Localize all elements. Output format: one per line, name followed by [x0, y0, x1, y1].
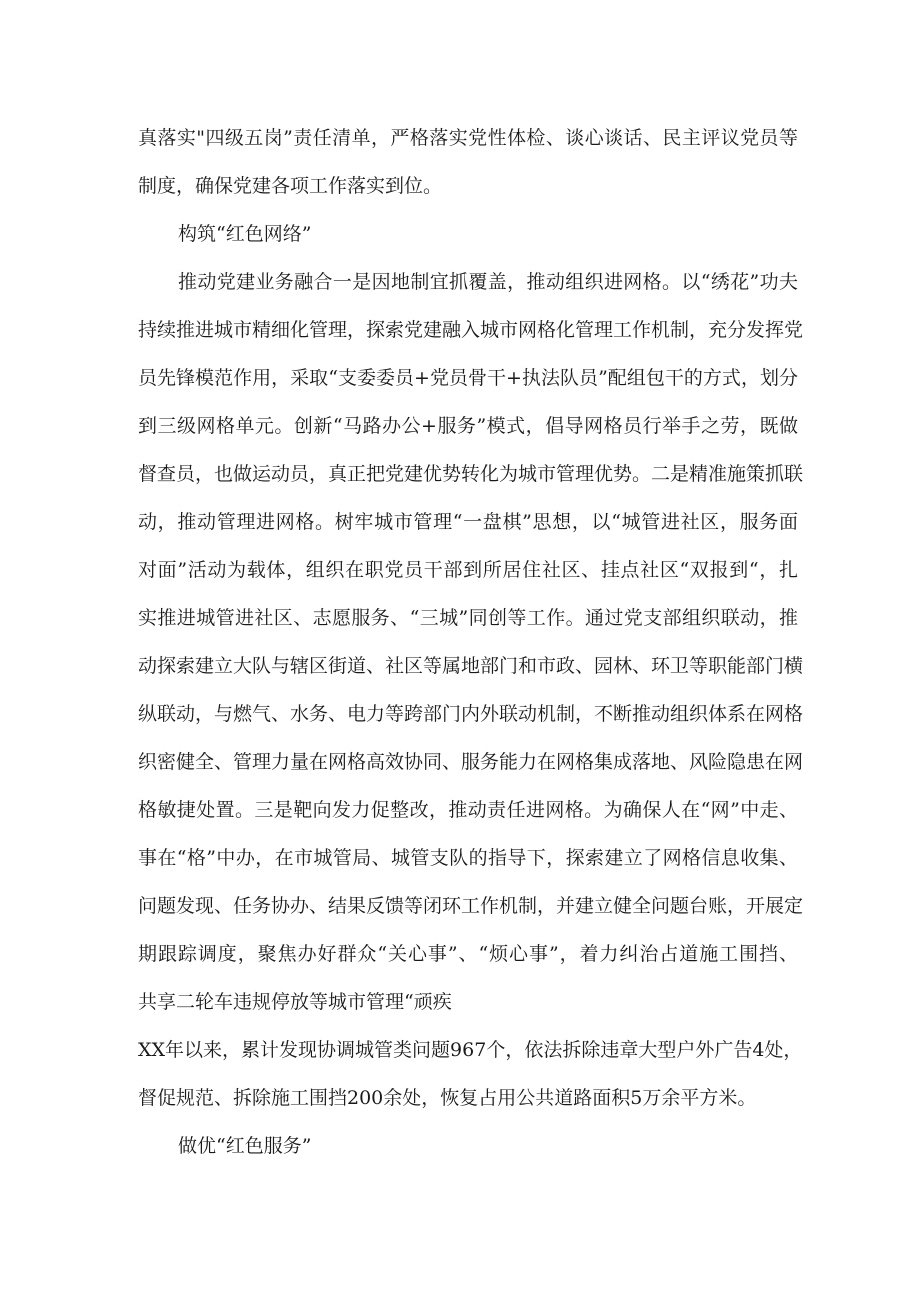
paragraph-line: 实推进城管进社区、志愿服务、“三城”同创等工作。通过党支部组织联动，推: [138, 607, 798, 629]
paragraph-line: 共享二轮车违规停放等城市管理“顽疾: [138, 991, 452, 1013]
paragraph-line: 对面”活动为载体，组织在职党员干部到所居住社区、挂点社区“双报到“，扎: [138, 559, 798, 581]
paragraph-line: 织密健全、管理力量在网格高效协同、服务能力在网格集成落地、风险隐患在网: [138, 751, 804, 773]
paragraph-line: 到三级网格单元。创新“马路办公+服务”模式，倡导网格员行举手之劳，既做: [138, 415, 798, 437]
paragraph-line: 格敏捷处置。三是靶向发力促整改，推动责任进网格。为确保人在“网”中走、: [138, 799, 798, 821]
paragraph-line: 纵联动，与燃气、水务、电力等跨部门内外联动机制，不断推动组织体系在网格: [138, 703, 804, 725]
paragraph-line: 真落实"四级五岗”责任清单，严格落实党性体检、谈心谈话、民主评议党员等: [138, 127, 798, 149]
section-heading: 做优“红色服务”: [178, 1135, 312, 1157]
paragraph-line: 制度，确保党建各项工作落实到位。: [138, 175, 443, 197]
paragraph-line: 动，推动管理进网格。树牢城市管理“一盘棋”思想，以“城管进社区，服务面: [138, 511, 798, 533]
paragraph-line: 持续推进城市精细化管理，探索党建融入城市网格化管理工作机制，充分发挥党: [138, 319, 804, 341]
paragraph-line: 员先锋模范作用，采取“支委委员+党员骨干+执法队员”配组包干的方式，划分: [138, 367, 798, 389]
paragraph-line: 期跟踪调度，聚焦办好群众“关心事”、“烦心事”，着力纠治占道施工围挡、: [138, 943, 798, 965]
paragraph-line: XX年以来，累计发现协调城管类问题967个，依法拆除违章大型户外广告4处，: [138, 1039, 803, 1061]
paragraph-line: 督促规范、拆除施工围挡200余处，恢复占用公共道路面积5万余平方米。: [138, 1087, 757, 1109]
paragraph-line: 问题发现、任务协办、结果反馈等闭环工作机制，并建立健全问题台账，开展定: [138, 895, 804, 917]
paragraph-line: 事在“格”中办，在市城管局、城管支队的指导下，探索建立了网格信息收集、: [138, 847, 798, 869]
paragraph-line: 督查员，也做运动员，真正把党建优势转化为城市管理优势。二是精准施策抓联: [138, 463, 804, 485]
section-heading: 构筑“红色网络”: [178, 223, 312, 245]
paragraph-line: 动探索建立大队与辖区街道、社区等属地部门和市政、园林、环卫等职能部门横: [138, 655, 804, 677]
paragraph-line: 推动党建业务融合一是因地制宜抓覆盖，推动组织进网格。以“绣花”功夫: [178, 271, 798, 293]
